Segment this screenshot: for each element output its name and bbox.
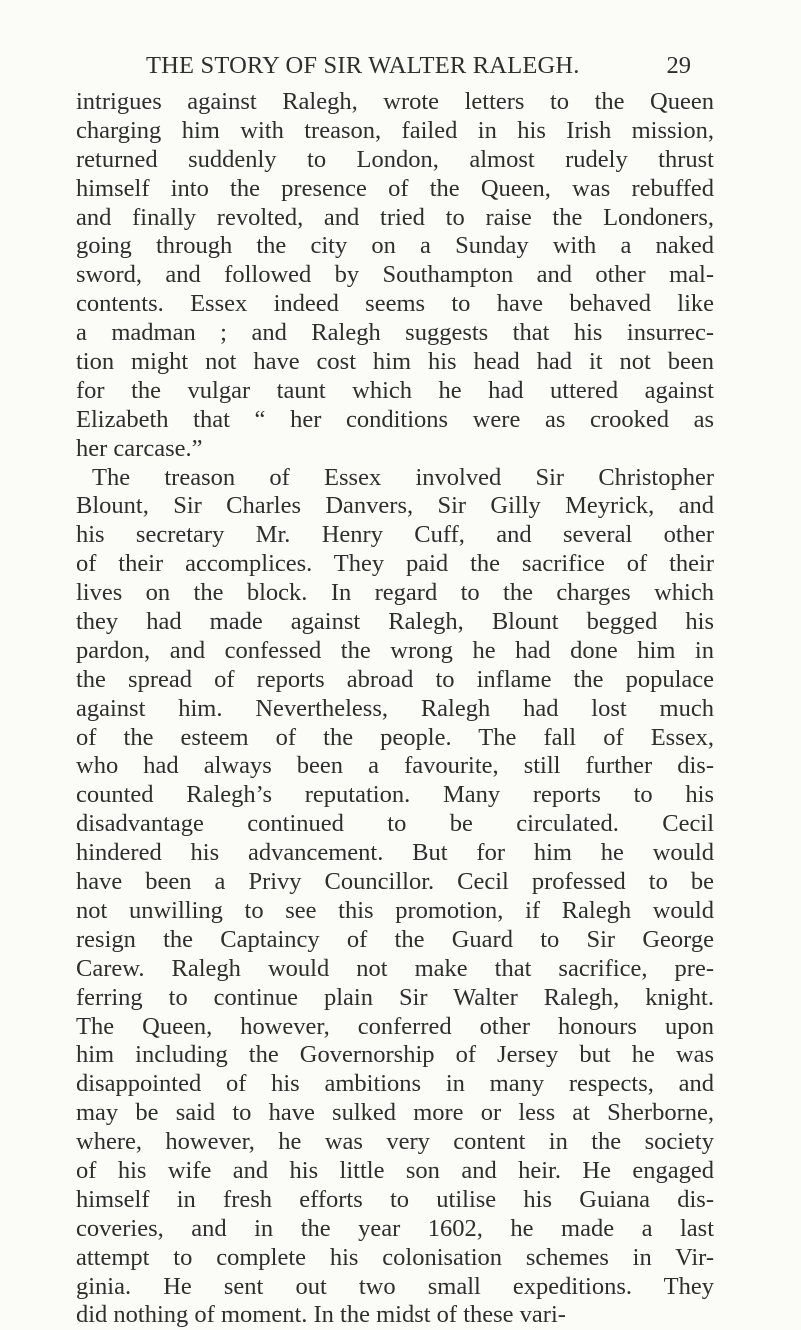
body-text xyxy=(76,88,714,1330)
text-line: him including the Governorship of Jersey but he was xyxy=(76,1041,714,1069)
text-line: his secretary Mr. Henry Cuff, and several other xyxy=(76,521,714,549)
text-line: of his wife and his little son and heir. He engaged xyxy=(76,1156,714,1184)
running-head xyxy=(146,52,691,84)
text-line: of the esteem of the people. The fall of Essex, xyxy=(76,723,714,751)
text-line: the spread of reports abroad to inflame the populace xyxy=(76,665,714,693)
text-line: have been a Privy Councillor. Cecil professed to be xyxy=(76,868,714,896)
text-line: against him. Nevertheless, Ralegh had lost much xyxy=(76,694,714,722)
text-line: hindered his advancement. But for him he would xyxy=(76,839,714,867)
text-line: counted Ralegh’s reputation. Many reports to his xyxy=(76,781,714,809)
text-line: The Queen, however, conferred other honours upon xyxy=(76,1012,714,1040)
text-line: resign the Captaincy of the Guard to Sir George xyxy=(76,925,714,953)
text-line: did nothing of moment. In the midst of these vari- xyxy=(76,1301,566,1329)
text-line: coveries, and in the year 1602, he made a last xyxy=(76,1214,714,1242)
text-line: Carew. Ralegh would not make that sacrifice, pre- xyxy=(76,954,714,982)
text-line: where, however, he was very content in the society xyxy=(76,1128,714,1156)
text-line: they had made against Ralegh, Blount begged his xyxy=(76,608,714,636)
text-line: The treason of Essex involved Sir Christopher xyxy=(92,463,714,491)
text-line: and finally revolted, and tried to raise the Londoners, xyxy=(76,203,714,231)
text-line: her carcase.” xyxy=(76,434,203,462)
text-line: pardon, and confessed the wrong he had done him in xyxy=(76,636,714,664)
text-line: intrigues against Ralegh, wrote letters to the Queen xyxy=(76,88,714,115)
running-title: THE STORY OF SIR WALTER RALEGH. xyxy=(146,52,580,79)
text-line: himself into the presence of the Queen, was rebuffed xyxy=(76,174,714,202)
text-line: contents. Essex indeed seems to have behaved like xyxy=(76,290,714,318)
text-line: going through the city on a Sunday with a naked xyxy=(76,232,714,260)
text-line: attempt to complete his colonisation schemes in Vir- xyxy=(76,1243,714,1271)
text-line: charging him with treason, failed in his Irish mission, xyxy=(76,116,714,144)
text-line: returned suddenly to London, almost rudely thrust xyxy=(76,145,714,173)
text-line: ferring to continue plain Sir Walter Ralegh, knight. xyxy=(76,983,714,1011)
text-line: himself in fresh efforts to utilise his Guiana dis- xyxy=(76,1185,714,1213)
text-line: ginia. He sent out two small expeditions. They xyxy=(76,1272,714,1300)
text-line: who had always been a favourite, still further dis- xyxy=(76,752,714,780)
text-line: for the vulgar taunt which he had uttered against xyxy=(76,376,714,404)
text-line: disadvantage continued to be circulated. Cecil xyxy=(76,810,714,838)
text-line: Elizabeth that “ her conditions were as crooked as xyxy=(76,405,714,433)
text-line: lives on the block. In regard to the charges which xyxy=(76,579,714,607)
text-line: a madman ; and Ralegh suggests that his insurrec- xyxy=(76,319,714,347)
text-line: sword, and followed by Southampton and other mal- xyxy=(76,261,714,289)
text-line: of their accomplices. They paid the sacrifice of their xyxy=(76,550,714,578)
text-line: not unwilling to see this promotion, if Ralegh would xyxy=(76,896,714,924)
text-line: Blount, Sir Charles Danvers, Sir Gilly Meyrick, and xyxy=(76,492,714,520)
page-number: 29 xyxy=(666,52,691,79)
text-line: disappointed of his ambitions in many respects, and xyxy=(76,1070,714,1098)
text-line: may be said to have sulked more or less at Sherborne, xyxy=(76,1099,714,1127)
text-line: tion might not have cost him his head had it not been xyxy=(76,348,714,376)
